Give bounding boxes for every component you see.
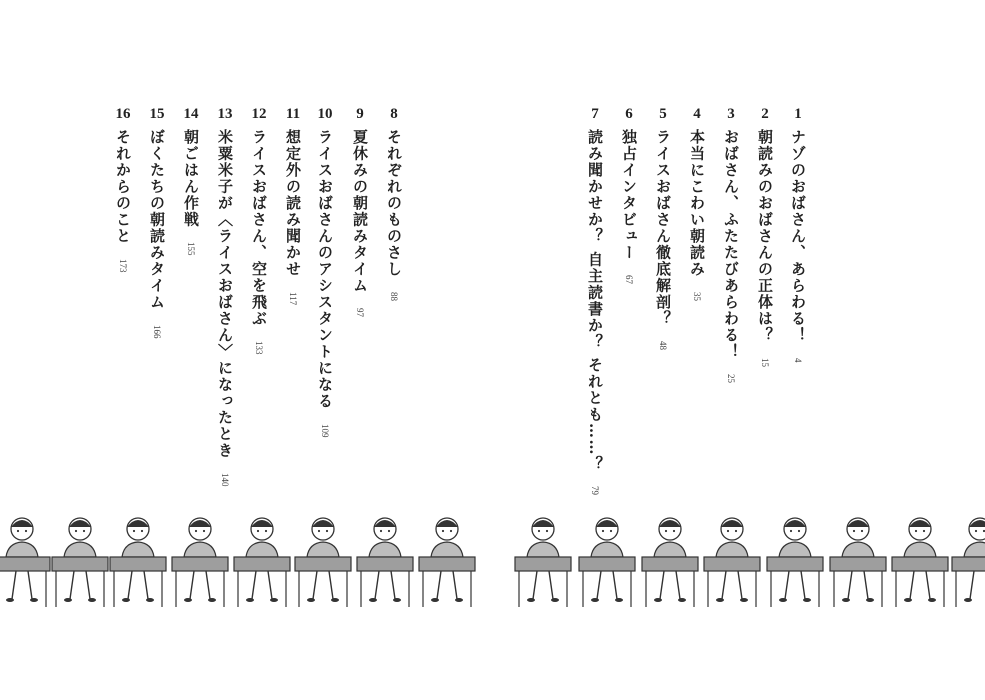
chapter-title: ライスおばさん、空を飛ぶ (250, 129, 268, 327)
toc-entry[interactable] (313, 103, 337, 437)
chapter-title: 朝ごはん作戦 (182, 129, 200, 228)
toc-entry[interactable] (617, 103, 641, 284)
page-number: 79 (590, 486, 600, 496)
toc-entry[interactable] (786, 103, 810, 362)
toc-entry[interactable] (651, 103, 675, 350)
chapter-title: ナゾのおばさん、あらわる！ (789, 129, 807, 344)
page-number: 15 (760, 357, 770, 367)
toc-entry[interactable] (145, 103, 169, 338)
page-number: 67 (624, 275, 634, 284)
chapter-number: 13 (217, 106, 233, 122)
page-number: 166 (152, 324, 162, 338)
chapter-title: 読み聞かせか？ 自主読書か？ それとも……？ (586, 129, 604, 473)
chapter-number: 6 (625, 106, 633, 122)
chapter-title: ライスおばさん徹底解剖？ (654, 129, 672, 327)
toc-entry[interactable] (179, 103, 203, 256)
chapter-number: 5 (659, 106, 667, 122)
chapter-title: 米粟米子が〈ライスおばさん〉になったとき (216, 129, 234, 459)
toc-entry[interactable] (753, 103, 777, 367)
chapter-number: 2 (761, 106, 769, 122)
toc-entry[interactable] (213, 103, 237, 487)
chapter-title: 想定外の読み聞かせ (284, 129, 302, 278)
chapter-number: 9 (356, 106, 364, 122)
chapter-number: 16 (115, 106, 131, 122)
chapter-number: 12 (251, 106, 267, 122)
page-number: 35 (692, 291, 702, 301)
chapter-title: それからのこと (114, 129, 132, 245)
chapter-title: それぞれのものさし (385, 129, 403, 278)
page-number: 133 (254, 341, 264, 355)
toc-entry[interactable] (583, 103, 607, 495)
page-number: 97 (355, 308, 365, 317)
page-number: 109 (320, 423, 330, 437)
chapter-number: 1 (794, 106, 802, 122)
toc-entry[interactable] (111, 103, 135, 272)
page-number: 25 (726, 374, 736, 383)
students-drawing (0, 505, 985, 610)
chapter-number: 8 (390, 106, 398, 122)
students-at-desks-illustration (0, 505, 985, 610)
chapter-number: 4 (693, 106, 701, 122)
chapter-number: 14 (183, 106, 199, 122)
chapter-number: 15 (149, 106, 165, 122)
chapter-number: 7 (591, 106, 599, 122)
toc-entry[interactable] (382, 103, 406, 301)
chapter-title: 夏休みの朝読みタイム (351, 129, 369, 294)
chapter-title: 本当にこわい朝読み (688, 129, 706, 278)
page-number: 173 (118, 258, 128, 272)
toc-entry[interactable] (281, 103, 305, 305)
page-number: 155 (186, 242, 196, 256)
chapter-title: ライスおばさんのアシスタントになる (316, 129, 334, 410)
chapter-title: おばさん、ふたたびあらわる！ (722, 129, 740, 360)
toc-entry[interactable] (685, 103, 709, 301)
chapter-number: 3 (727, 106, 735, 122)
toc-entry[interactable] (719, 103, 743, 383)
chapter-title: ぼくたちの朝読みタイム (148, 129, 166, 311)
toc-entry[interactable] (247, 103, 271, 355)
page-number: 4 (793, 357, 803, 362)
chapter-number: 11 (285, 106, 301, 122)
chapter-title: 独占インタビュー (620, 129, 638, 261)
chapter-number: 10 (317, 106, 333, 122)
chapter-title: 朝読みのおばさんの正体は？ (756, 129, 774, 344)
toc-entry[interactable] (348, 103, 372, 317)
page-number: 88 (389, 291, 399, 301)
page-number: 48 (658, 341, 668, 350)
page-number: 117 (288, 291, 298, 305)
page-number: 140 (220, 473, 230, 487)
